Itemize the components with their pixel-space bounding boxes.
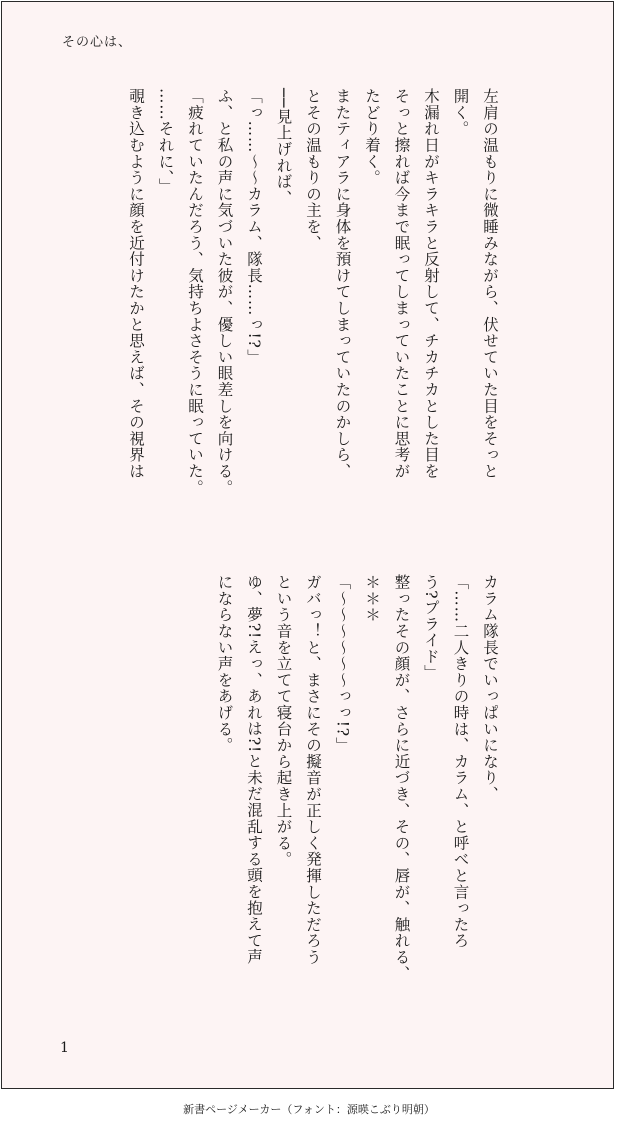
book-page: [1, 1, 614, 1089]
text-line: 開く。: [451, 88, 470, 137]
page-header-title: その心は、: [62, 35, 133, 50]
scene-break: ＊＊＊: [363, 574, 381, 623]
text-line: という音を立てて寝台から起き上がる。: [274, 574, 293, 868]
text-line: 左肩の温もりに微睡みながら、伏せていた目をそっと: [481, 88, 499, 480]
dialogue-line: う?プライド」: [422, 574, 440, 681]
text-line: たどり着く。: [363, 88, 381, 186]
generator-credit: 新書ページメーカー（フォント：源暎こぶり明朝）: [183, 1103, 435, 1116]
top-text-block: [62, 88, 564, 528]
text-line: とその温もりの主を、: [304, 88, 322, 251]
dialogue-line: 「疲れていたんだろう、気持ちよさそうに眠っていた。: [186, 88, 204, 496]
dialogue-line: ……それに、」: [156, 88, 175, 195]
page-number: 1: [60, 1040, 69, 1056]
text-line: ガバっ！と、まさにその擬音が正しく発揮しただろう: [304, 574, 322, 966]
text-line: ゆ、夢?!えっ、あれは?!と未だ混乱する頭を抱えて声: [245, 574, 263, 965]
text-line: そっと擦れば今まで眠ってしまっていたことに思考が: [392, 88, 411, 480]
text-line: ──見上げれば、: [274, 88, 293, 207]
text-line: またティアラに身体を預けてしまっていたのかしら、: [333, 88, 352, 480]
text-line: にならない声をあげる。: [215, 574, 234, 754]
text-line: 整ったその顔が、さらに近づき、その、唇が、触れる、: [392, 574, 411, 982]
text-line: 木漏れ日がキラキラと反射して、チカチカとした目を: [422, 88, 440, 480]
dialogue-line: 「〜〜〜〜〜〜っっ!?」: [333, 574, 352, 754]
dialogue-line: 「っ……〜〜カラム、隊長……っ!?」: [245, 88, 263, 365]
text-line: カラム隊長でいっぱいになり、: [481, 574, 499, 803]
dialogue-line: 「……二人きりの時は、カラム、と呼べと言ったろ: [451, 574, 470, 949]
text-line: ふ、と私の声に気づいた彼が、優しい眼差しを向ける。: [215, 88, 234, 496]
text-line: 覗き込むように顔を近付けたかと思えば、その視界は: [127, 88, 145, 480]
bottom-text-block: [150, 574, 563, 1014]
